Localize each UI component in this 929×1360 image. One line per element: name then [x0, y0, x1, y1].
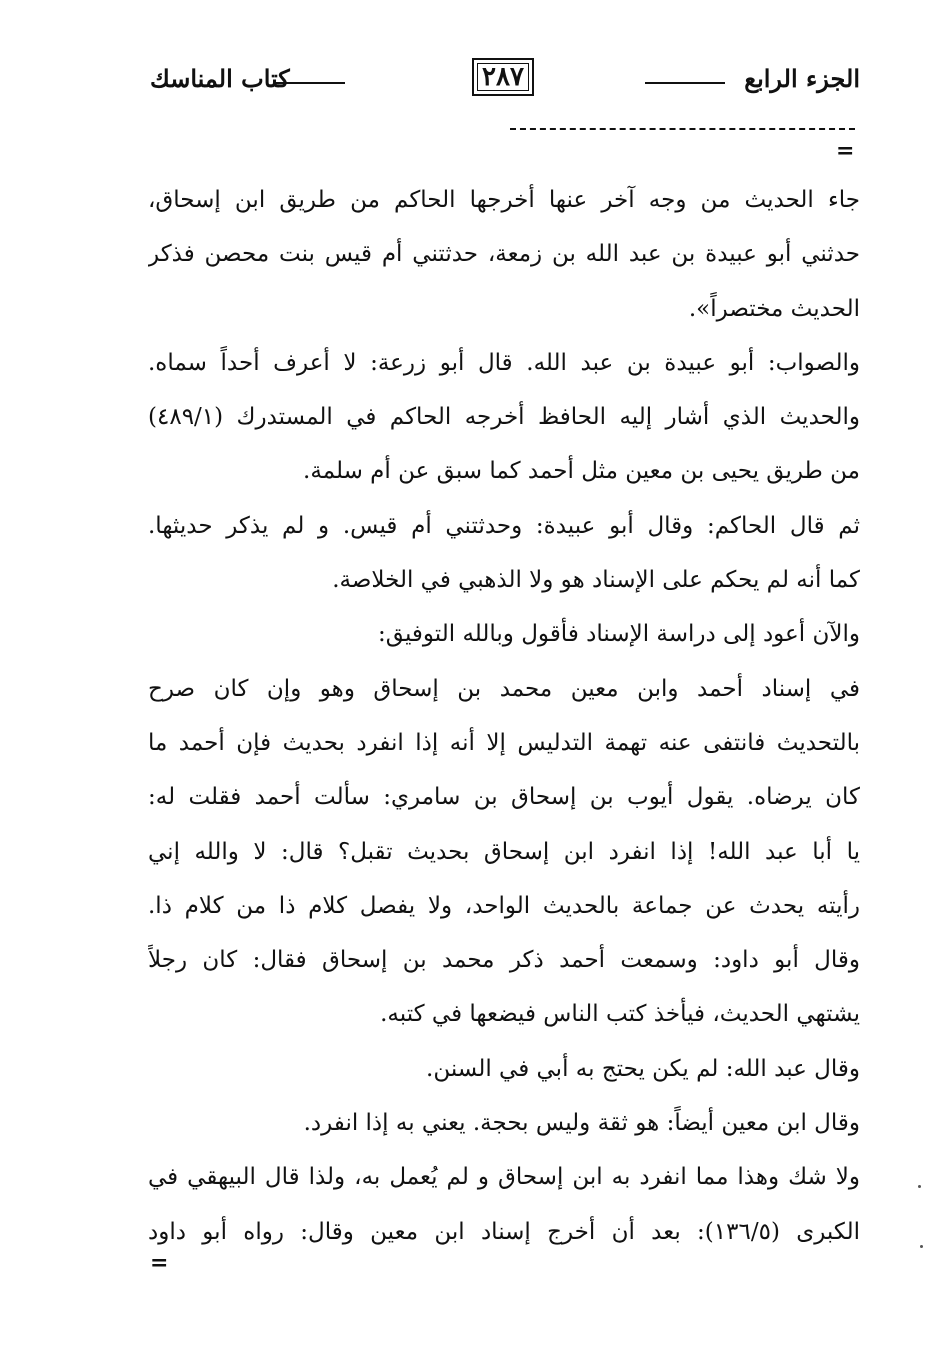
- text-line: كما أنه لم يحكم على الإسناد هو ولا الذهبي في الخلاصة.: [332, 567, 860, 594]
- page-header: [150, 60, 860, 100]
- continuation-mark-bottom: =: [150, 1250, 169, 1276]
- continuation-mark-top: =: [836, 138, 855, 164]
- header-rule-right: [645, 82, 725, 84]
- text-line: بالتحديث فانتفى عنه تهمة التدليس إلا أنه إذا انفرد بحديث فإن أحمد ما: [148, 729, 860, 756]
- text-line: يا أبا عبد الله! إذا انفرد ابن إسحاق بحديث تقبل؟ قال: لا والله إني: [148, 838, 860, 865]
- text-line: جاء الحديث من وجه آخر عنها أخرجها الحاكم من طريق ابن إسحاق،: [148, 187, 860, 213]
- chapter-title: كتاب المناسك: [150, 64, 290, 93]
- text-line: والآن أعود إلى دراسة الإسناد فأقول وبالله التوفيق:: [378, 621, 860, 648]
- text-line: وقال عبد الله: لم يكن يحتج به أبي في السنن.: [426, 1055, 860, 1082]
- text-line: رأيته يحدث عن جماعة بالحديث الواحد، ولا يفصل كلام ذا من كلام ذا.: [148, 892, 860, 919]
- text-line: حدثني أبو عبيدة بن عبد الله بن زمعة، حدثتني أم قيس بنت محصن فذكر: [148, 241, 860, 268]
- text-line: في إسناد أحمد وابن معين محمد بن إسحاق وهو وإن كان صرح: [148, 675, 860, 702]
- page-number: ٢٨٧: [482, 62, 524, 92]
- text-line: الحديث مختصراً».: [688, 295, 860, 322]
- text-line: ولا شك وهذا مما انفرد به ابن إسحاق و لم يُعمل به، ولذا قال البيهقي في: [148, 1164, 860, 1191]
- text-line: ثم قال الحاكم: وقال أبو عبيدة: وحدثتني أم قيس. و لم يذكر حديثها.: [148, 512, 860, 539]
- text-line: الكبرى (١٣٦/٥): بعد أن أخرج إسناد ابن معين وقال: رواه أبو داود: [148, 1218, 860, 1245]
- text-line: من طريق يحيى بن معين مثل أحمد كما سبق عن أم سلمة.: [303, 458, 860, 485]
- volume-title: الجزء الرابع: [744, 64, 860, 93]
- text-line: يشتهي الحديث، فيأخذ كتب الناس فيضعها في كتبه.: [380, 1001, 860, 1028]
- text-line: وقال ابن معين أيضاً: هو ثقة وليس بحجة. يعني به إذا انفرد.: [303, 1110, 860, 1137]
- text-line: والصواب: أبو عبيدة بن عبد الله. قال أبو زرعة: لا أعرف أحداً سماه.: [148, 349, 860, 376]
- footnote-separator: [510, 128, 855, 130]
- scan-speck: [920, 1245, 923, 1248]
- body-text: [148, 178, 860, 1264]
- page-number-box: [472, 58, 534, 96]
- text-line: وقال أبو داود: وسمعت أحمد ذكر محمد بن إسحاق فقال: كان رجلاً: [148, 947, 860, 974]
- text-line: والحديث الذي أشار إليه الحافظ أخرجه الحاكم في المستدرك (٤٨٩/١): [148, 404, 860, 431]
- text-line: كان يرضاه. يقول أيوب بن إسحاق بن سامري: سألت أحمد فقلت له:: [148, 784, 860, 811]
- scan-speck: [918, 1185, 921, 1188]
